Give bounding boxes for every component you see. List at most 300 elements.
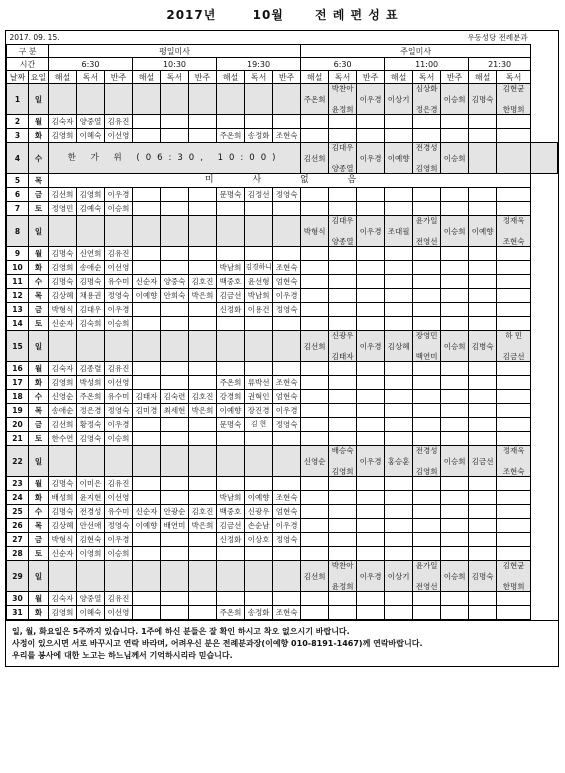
assignment-cell	[245, 592, 273, 606]
assignment-cell	[217, 477, 245, 491]
assignment-cell	[301, 376, 329, 390]
assignment-cell	[301, 432, 329, 446]
assignment-cell: 이승희	[105, 202, 133, 216]
assignment-cell: 김명숙	[77, 275, 105, 289]
title-month: 10월	[252, 8, 284, 22]
assignment-cell	[189, 491, 217, 505]
assignment-cell	[497, 289, 531, 303]
assignment-cell	[385, 547, 413, 561]
assignment-cell: 김선희	[49, 418, 77, 432]
schedule-row	[7, 202, 558, 216]
row-date: 3	[7, 129, 29, 143]
assignment-name-bottom: 정은경	[415, 105, 438, 114]
assignment-cell	[413, 592, 441, 606]
row-day: 화	[29, 491, 49, 505]
assignment-cell: 김숙자	[49, 362, 77, 376]
assignment-cell: 김금선	[469, 446, 497, 477]
time-header: 19:30	[217, 58, 301, 71]
assignment-cell	[161, 331, 189, 362]
assignment-cell: 김상혜	[49, 289, 77, 303]
assignment-cell	[49, 446, 77, 477]
assignment-cell	[189, 561, 217, 592]
role-header: 해설	[133, 71, 161, 84]
assignment-cell: 김유진	[105, 115, 133, 129]
assignment-cell: 이혜숙	[77, 129, 105, 143]
assignment-cell	[497, 477, 531, 491]
group-label: 구 분	[7, 45, 49, 58]
assignment-cell	[329, 247, 357, 261]
row-date: 27	[7, 533, 29, 547]
assignment-cell	[497, 418, 531, 432]
assignment-cell	[161, 261, 189, 275]
assignment-cell	[441, 533, 469, 547]
schedule-table	[6, 31, 558, 620]
row-day: 화	[29, 606, 49, 620]
assignment-cell: 이예향	[469, 216, 497, 247]
assignment-cell: 이선영	[105, 129, 133, 143]
assignment-name-bottom: 김영희	[331, 467, 354, 476]
assignment-cell	[469, 362, 497, 376]
assignment-cell	[329, 188, 357, 202]
assignment-name-bottom: 한명희	[502, 105, 525, 114]
assignment-cell: 이선영	[105, 261, 133, 275]
role-header: 반주	[273, 71, 301, 84]
assignment-cell	[133, 592, 161, 606]
assignment-cell: 엄현숙	[273, 505, 301, 519]
row-date: 23	[7, 477, 29, 491]
note-line: 일, 월, 화요일은 5주까지 있습니다. 1주에 하신 분들은 잘 확인 하시고 착오 없으시기 바랍니다.	[12, 627, 350, 636]
assignment-cell	[329, 477, 357, 491]
assignment-cell: 이승희	[441, 216, 469, 247]
assignment-cell	[413, 376, 441, 390]
row-date: 31	[7, 606, 29, 620]
assignment-cell	[189, 129, 217, 143]
assignment-cell	[385, 247, 413, 261]
assignment-cell: 이예향	[133, 289, 161, 303]
assignment-cell	[413, 432, 441, 446]
row-date: 29	[7, 561, 29, 592]
assignment-cell: 안광순	[161, 505, 189, 519]
assignment-cell	[189, 331, 217, 362]
schedule-row	[7, 519, 558, 533]
assignment-cell: 엄현숙	[273, 275, 301, 289]
assignment-name-top: 김대우	[331, 143, 354, 152]
assignment-cell: 김영숙	[77, 432, 105, 446]
assignment-cell: 박형식	[301, 216, 329, 247]
time-header: 10:30	[133, 58, 217, 71]
assignment-cell	[497, 129, 531, 143]
sunday-mass-header: 주일미사	[301, 45, 531, 58]
row-date: 9	[7, 247, 29, 261]
assignment-cell: 유수미	[105, 505, 133, 519]
assignment-name-top: 장영민	[415, 331, 438, 340]
assignment-cell	[161, 247, 189, 261]
assignment-cell	[245, 247, 273, 261]
assignment-cell: 이우경	[357, 331, 385, 362]
assignment-cell	[133, 432, 161, 446]
assignment-cell	[469, 404, 497, 418]
assignment-cell	[77, 216, 105, 247]
role-header: 해설	[385, 71, 413, 84]
schedule-row	[7, 188, 558, 202]
assignment-cell	[413, 129, 441, 143]
assignment-cell	[329, 275, 357, 289]
assignment-cell	[273, 362, 301, 376]
note-line: 사정이 있으시면 서로 바꾸시고 연락 바라며, 어려우신 분은 전례분과장(이예향 010-8191-1467)께 연락바랍니다.	[12, 639, 423, 648]
row-date: 14	[7, 317, 29, 331]
assignment-cell	[217, 247, 245, 261]
assignment-cell	[329, 143, 357, 174]
assignment-cell	[385, 592, 413, 606]
assignment-cell: 정영숙	[105, 404, 133, 418]
title-name: 전 례 편 성 표	[314, 8, 399, 22]
assignment-cell	[413, 547, 441, 561]
assignment-cell: 이우경	[105, 533, 133, 547]
assignment-cell	[497, 561, 531, 592]
assignment-cell	[497, 115, 531, 129]
assignment-cell: 배연미	[161, 519, 189, 533]
assignment-cell	[413, 477, 441, 491]
assignment-cell	[133, 247, 161, 261]
assignment-name-bottom: 김영희	[415, 467, 438, 476]
schedule-row	[7, 446, 558, 477]
assignment-cell: 이우경	[357, 84, 385, 115]
assignment-cell	[217, 547, 245, 561]
assignment-cell	[469, 418, 497, 432]
assignment-cell	[189, 84, 217, 115]
row-date: 7	[7, 202, 29, 216]
assignment-cell	[497, 143, 531, 174]
assignment-cell	[385, 533, 413, 547]
assignment-cell: 신연희	[77, 247, 105, 261]
assignment-name-top: 정재욱	[502, 446, 525, 455]
assignment-cell	[497, 303, 531, 317]
assignment-cell	[217, 216, 245, 247]
assignment-cell	[133, 362, 161, 376]
assignment-cell	[497, 519, 531, 533]
schedule-row	[7, 561, 558, 592]
assignment-cell: 김명숙	[49, 275, 77, 289]
row-date: 16	[7, 362, 29, 376]
assignment-cell	[273, 477, 301, 491]
assignment-cell: 송정화	[245, 129, 273, 143]
assignment-cell: 조대필	[385, 216, 413, 247]
assignment-cell: 이선영	[105, 606, 133, 620]
assignment-cell: 황정숙	[77, 418, 105, 432]
assignment-cell	[413, 317, 441, 331]
assignment-cell	[413, 390, 441, 404]
assignment-cell	[301, 129, 329, 143]
assignment-cell: 김명숙	[469, 84, 497, 115]
assignment-cell	[469, 477, 497, 491]
assignment-cell: 조현숙	[273, 261, 301, 275]
assignment-cell	[357, 247, 385, 261]
assignment-cell: 이상호	[245, 533, 273, 547]
row-day: 수	[29, 390, 49, 404]
schedule-row	[7, 592, 558, 606]
role-header: 해설	[217, 71, 245, 84]
assignment-cell	[357, 129, 385, 143]
assignment-cell	[273, 432, 301, 446]
assignment-cell	[245, 115, 273, 129]
row-date: 11	[7, 275, 29, 289]
assignment-cell	[385, 129, 413, 143]
assignment-cell	[161, 317, 189, 331]
role-header: 반주	[189, 71, 217, 84]
assignment-cell: 이승희	[105, 547, 133, 561]
date-column-header: 날짜	[7, 71, 29, 84]
assignment-cell	[497, 432, 531, 446]
assignment-cell: 정영민	[49, 202, 77, 216]
assignment-cell: 정영숙	[273, 533, 301, 547]
assignment-cell	[385, 404, 413, 418]
assignment-cell	[301, 275, 329, 289]
assignment-cell	[105, 561, 133, 592]
assignment-cell	[357, 432, 385, 446]
assignment-cell	[133, 115, 161, 129]
assignment-cell	[441, 188, 469, 202]
assignment-cell	[245, 202, 273, 216]
assignment-cell	[357, 115, 385, 129]
assignment-cell	[441, 519, 469, 533]
assignment-cell	[413, 606, 441, 620]
assignment-cell: 전경성	[77, 505, 105, 519]
assignment-cell: 이우경	[357, 561, 385, 592]
row-day: 수	[29, 505, 49, 519]
assignment-cell: 문명숙	[217, 188, 245, 202]
assignment-name-top: 박찬아	[331, 561, 354, 570]
row-date: 13	[7, 303, 29, 317]
assignment-cell: 엄현숙	[273, 390, 301, 404]
assignment-cell	[385, 261, 413, 275]
assignment-cell	[441, 404, 469, 418]
row-day: 월	[29, 362, 49, 376]
assignment-cell	[301, 418, 329, 432]
role-header: 반주	[357, 71, 385, 84]
assignment-cell	[329, 376, 357, 390]
assignment-cell	[531, 143, 558, 174]
assignment-cell	[413, 491, 441, 505]
assignment-cell	[105, 84, 133, 115]
assignment-cell	[161, 202, 189, 216]
assignment-cell: 김금선	[217, 519, 245, 533]
assignment-cell: 신정화	[217, 303, 245, 317]
assignment-cell	[385, 115, 413, 129]
assignment-name-bottom: 김영희	[415, 164, 438, 173]
assignment-cell	[441, 202, 469, 216]
row-date: 10	[7, 261, 29, 275]
no-mass-notice: 미 사 없 음	[49, 174, 531, 188]
assignment-cell	[273, 247, 301, 261]
row-date: 12	[7, 289, 29, 303]
assignment-cell: 한수연	[49, 432, 77, 446]
assignment-cell: 이승희	[441, 84, 469, 115]
assignment-cell	[497, 505, 531, 519]
assignment-cell	[217, 202, 245, 216]
assignment-cell	[497, 261, 531, 275]
assignment-cell: 강경희	[217, 390, 245, 404]
assignment-cell: 김종렬	[77, 362, 105, 376]
assignment-cell: 이선영	[105, 376, 133, 390]
assignment-cell	[385, 505, 413, 519]
assignment-cell: 이용건	[245, 303, 273, 317]
assignment-cell	[385, 275, 413, 289]
row-date: 5	[7, 174, 29, 188]
schedule-row	[7, 390, 558, 404]
assignment-cell	[329, 216, 357, 247]
row-day: 목	[29, 519, 49, 533]
assignment-cell	[301, 261, 329, 275]
assignment-cell: 이우경	[273, 519, 301, 533]
assignment-cell	[273, 547, 301, 561]
assignment-cell: 박성희	[77, 376, 105, 390]
assignment-cell	[133, 606, 161, 620]
assignment-cell: 이우경	[105, 418, 133, 432]
row-day: 화	[29, 129, 49, 143]
assignment-cell	[161, 606, 189, 620]
assignment-cell: 유수미	[105, 275, 133, 289]
row-date: 17	[7, 376, 29, 390]
assignment-cell	[441, 129, 469, 143]
assignment-cell	[497, 362, 531, 376]
assignment-cell	[245, 84, 273, 115]
assignment-cell	[329, 362, 357, 376]
assignment-cell: 김호진	[189, 275, 217, 289]
assignment-cell	[357, 491, 385, 505]
assignment-cell	[189, 216, 217, 247]
assignment-cell	[329, 202, 357, 216]
assignment-cell: 김유진	[105, 592, 133, 606]
role-header: 반주	[441, 71, 469, 84]
assignment-cell	[161, 376, 189, 390]
assignment-cell: 이우경	[357, 216, 385, 247]
schedule-row	[7, 404, 558, 418]
row-date: 24	[7, 491, 29, 505]
row-day: 일	[29, 446, 49, 477]
assignment-cell	[273, 317, 301, 331]
assignment-cell: 정영숙	[273, 188, 301, 202]
assignment-cell	[189, 188, 217, 202]
assignment-cell: 신순자	[49, 317, 77, 331]
time-label: 시간	[7, 58, 49, 71]
assignment-cell	[497, 188, 531, 202]
assignment-cell	[189, 376, 217, 390]
assignment-cell: 이상기	[385, 561, 413, 592]
assignment-cell: 정영숙	[105, 519, 133, 533]
row-date: 28	[7, 547, 29, 561]
schedule-row	[7, 418, 558, 432]
assignment-cell	[161, 84, 189, 115]
assignment-cell	[413, 446, 441, 477]
assignment-cell: 이우경	[105, 188, 133, 202]
assignment-cell	[133, 84, 161, 115]
assignment-cell: 이혜숙	[77, 606, 105, 620]
assignment-cell	[441, 289, 469, 303]
assignment-cell: 김유진	[105, 362, 133, 376]
row-date: 19	[7, 404, 29, 418]
assignment-cell	[413, 362, 441, 376]
assignment-cell	[357, 303, 385, 317]
assignment-cell	[441, 432, 469, 446]
assignment-cell	[133, 561, 161, 592]
assignment-cell	[413, 188, 441, 202]
assignment-cell	[301, 289, 329, 303]
assignment-cell	[329, 547, 357, 561]
assignment-cell	[133, 317, 161, 331]
time-header: 6:30	[301, 58, 385, 71]
assignment-cell	[189, 115, 217, 129]
assignment-cell	[329, 331, 357, 362]
row-day: 목	[29, 404, 49, 418]
assignment-cell	[77, 331, 105, 362]
assignment-cell	[469, 491, 497, 505]
assignment-cell	[189, 547, 217, 561]
assignment-cell	[357, 289, 385, 303]
assignment-cell	[161, 188, 189, 202]
assignment-cell: 양중열	[77, 115, 105, 129]
row-date: 20	[7, 418, 29, 432]
assignment-cell	[497, 376, 531, 390]
assignment-cell	[441, 115, 469, 129]
assignment-cell	[329, 129, 357, 143]
assignment-cell: 조현숙	[273, 376, 301, 390]
assignment-cell	[161, 592, 189, 606]
assignment-cell	[105, 331, 133, 362]
assignment-cell: 김경하니	[245, 261, 273, 275]
role-header: 독서	[329, 71, 357, 84]
assignment-cell	[497, 216, 531, 247]
assignment-cell: 장진경	[245, 404, 273, 418]
assignment-cell	[469, 247, 497, 261]
assignment-cell	[385, 491, 413, 505]
assignment-cell	[273, 446, 301, 477]
schedule-row	[7, 432, 558, 446]
assignment-name-top: 윤가일	[415, 561, 438, 570]
assignment-cell: 배성희	[49, 491, 77, 505]
assignment-cell: 조현숙	[273, 606, 301, 620]
assignment-cell	[413, 505, 441, 519]
assignment-cell	[161, 547, 189, 561]
assignment-cell	[413, 216, 441, 247]
assignment-cell: 박남희	[245, 289, 273, 303]
role-header: 해설	[469, 71, 497, 84]
weekday-mass-header: 평일미사	[49, 45, 301, 58]
assignment-cell	[301, 317, 329, 331]
assignment-name-bottom: 윤정희	[331, 582, 354, 591]
assignment-cell: 김호진	[189, 505, 217, 519]
assignment-cell	[301, 505, 329, 519]
schedule-row	[7, 247, 558, 261]
assignment-cell	[105, 216, 133, 247]
assignment-cell	[329, 491, 357, 505]
assignment-cell: 주온희	[217, 376, 245, 390]
assignment-cell	[357, 547, 385, 561]
assignment-cell: 이승희	[441, 446, 469, 477]
assignment-cell: 신순자	[133, 275, 161, 289]
assignment-cell	[469, 115, 497, 129]
assignment-cell: 손순남	[245, 519, 273, 533]
assignment-cell: 김영희	[49, 376, 77, 390]
assignment-cell: 박형식	[49, 303, 77, 317]
assignment-name-bottom: 양종열	[331, 237, 354, 246]
assignment-name-bottom: 양종열	[331, 164, 354, 173]
assignment-cell	[469, 143, 497, 174]
assignment-cell: 이승희	[105, 317, 133, 331]
row-day: 화	[29, 376, 49, 390]
assignment-cell	[49, 216, 77, 247]
assignment-cell: 김영희	[49, 261, 77, 275]
assignment-cell	[357, 390, 385, 404]
